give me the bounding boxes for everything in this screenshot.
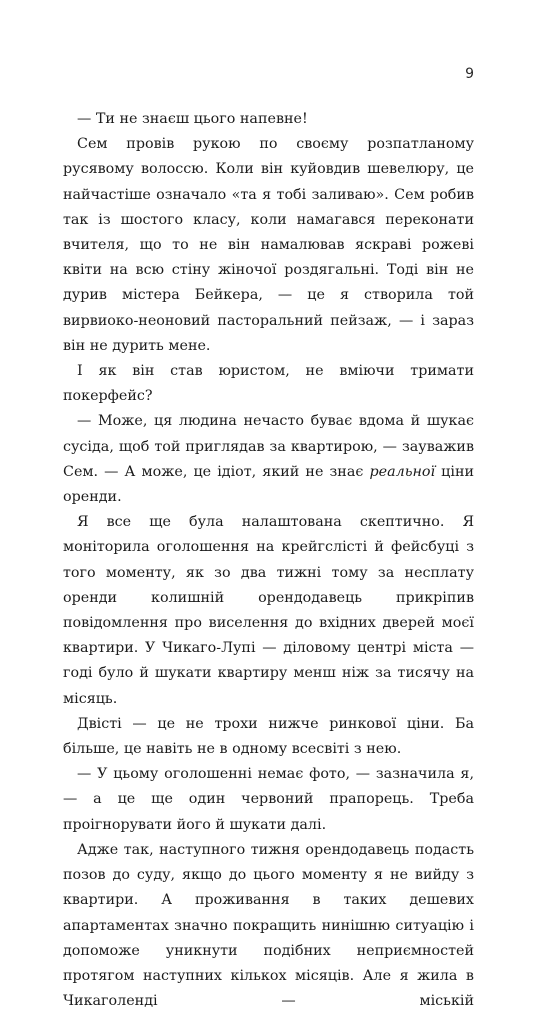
paragraph-1: — Ти не знаєш цього напевне! bbox=[77, 111, 308, 127]
body-text bbox=[63, 107, 474, 1014]
paragraph-5: Я все ще була налаштована скептично. Я моніторила оголошення на крейгслісті й фейсбуці з того моменту, як зо два тижні тому за несплату оренди колишній орендодавець прикріпив повідомлення про виселення до вхідних дверей моєї квартири. У Чикаго-Лупі — діловому центрі міста — годі було й шукати квартиру менш ніж за тисячу на місяць. bbox=[63, 514, 474, 707]
paragraph-8: Адже так, наступного тижня орендодавець подасть позов до суду, якщо до цього моменту я не вийду з квартири. А проживання в таких дешевих апартаментах значно покращить нинішню ситуацію і допоможе уникнути подібних неприємностей протягом наступних кількох місяців. Але я жила в Чикаголенді — міській bbox=[63, 841, 474, 1010]
paragraph-6: Двісті — це не трохи нижче ринкової ціни. Ба більше, це навіть не в одному всесвіті з нею. bbox=[63, 715, 474, 758]
paragraph-7: — У цьому оголошенні немає фото, — зазначила я, — а це ще один червоний прапорець. Треба проігнорувати його й шукати далі. bbox=[63, 766, 474, 833]
paragraph-4-before: — Може, ця людина нечасто буває вдома й шукає сусіда, щоб той приглядав за квартирою, — зауважив Сем. — А може, це ідіот, який не знає bbox=[63, 413, 474, 480]
paragraph-4-after: ціни оренди. bbox=[63, 463, 474, 506]
paragraph-3: І як він став юристом, не вміючи тримати покерфейс? bbox=[63, 363, 474, 405]
paragraph-4 bbox=[63, 409, 474, 510]
page-number: 9 bbox=[465, 66, 474, 82]
emphasis-word: реальної bbox=[369, 463, 436, 480]
paragraph-2: Сем провів рукою по своєму розпатланому русявому волоссю. Коли він куйовдив шевелюру, це найчастіше означало «та я тобі заливаю». Сем робив так із шостого класу, коли намагався переконати вчителя, що то не він намалював яскраві рожеві квіти на всю стіну жіночої роздягальні. Тоді він не дурив містера Бейкера, — це я створила той вирвиоко-неоновий пасторальний пейзаж, — і зараз він не дурить мене. bbox=[63, 136, 474, 354]
